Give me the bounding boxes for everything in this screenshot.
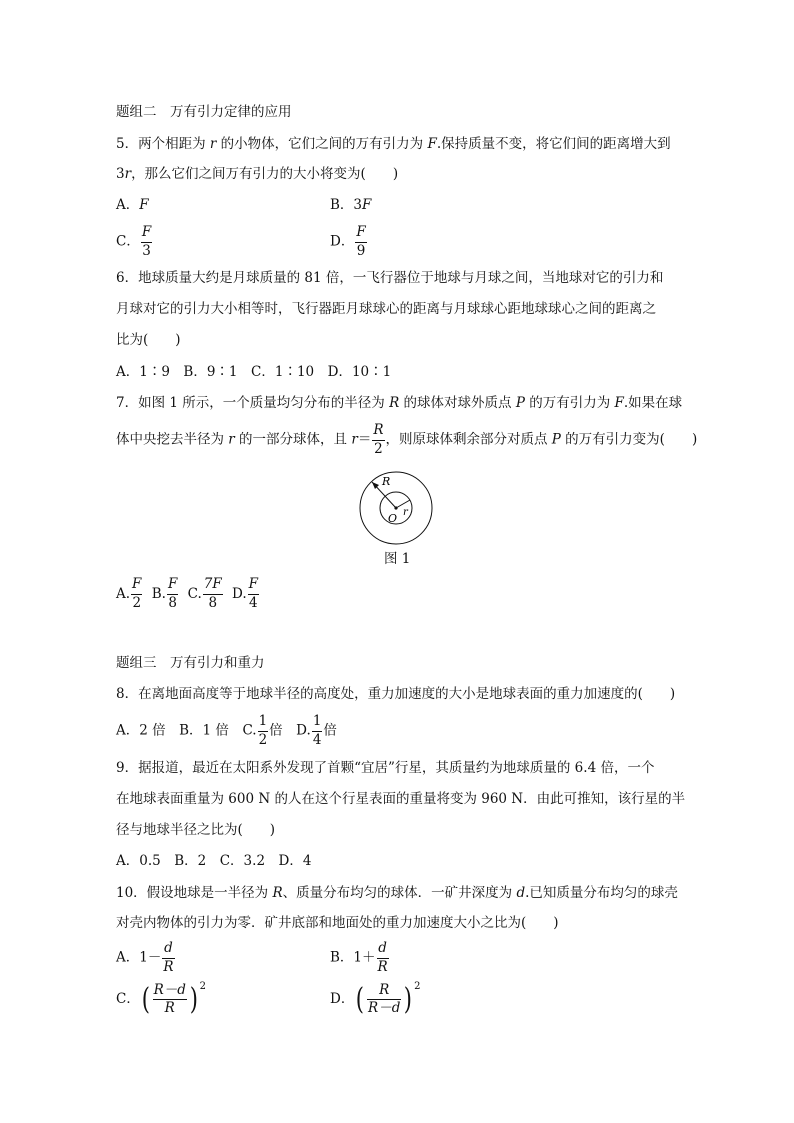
q7-option-a: A. $\frac{F}{2}$ — [116, 576, 142, 611]
q5-option-d: D． $\frac{F}{9}$ — [330, 224, 366, 259]
q9-line2: 在地球表面重量为 600 N 的人在这个行星表面的重量将变为 960 N．由此可推知，该行星的半 — [116, 791, 686, 807]
q10-option-a: A．1－ $\frac{d}{R}$ — [116, 940, 174, 975]
q5-option-a: A．F — [116, 197, 149, 213]
q10-option-d: D．( $\frac{R}{R-d}$ ) $^2$ — [330, 981, 421, 1017]
q7-option-d: D. $\frac{F}{4}$ — [232, 576, 259, 611]
q7-line2: 体中央挖去半径为 r 的一部分球体，且 r＝ $\frac{R}{2}$ ，则原球体剩余部分对质点 P 的万有引力变为( ) — [116, 422, 698, 457]
q10-line2: 对壳内物体的引力为零．矿井底部和地面处的重力加速度大小之比为( ) — [116, 915, 559, 931]
q9-options: A．0.5 B．2 C．3.2 D．4 — [116, 853, 312, 869]
q5-line2: 3r，那么它们之间万有引力的大小将变为( ) — [116, 166, 399, 182]
q9-line3: 径与地球半径之比为( ) — [116, 822, 276, 838]
q6-line1: 6．地球质量大约是月球质量的 81 倍，一飞行器位于地球与月球之间，当地球对它的引力和 — [116, 270, 664, 286]
group3-title: 题组三 万有引力和重力 — [116, 655, 265, 671]
q10-option-b: B．1＋ $\frac{d}{R}$ — [330, 940, 388, 975]
q8-options: A．2 倍 B．1 倍 C. $\frac{1}{2}$ 倍 D. $\frac{1}{4}$ 倍 — [116, 713, 337, 748]
q7-options — [116, 578, 260, 610]
q10-line1: 10．假设地球是一半径为 R、质量分布均匀的球体．一矿井深度为 d.已知质量分布均匀的球壳 — [116, 885, 678, 901]
group2-title: 题组二 万有引力定律的应用 — [116, 104, 292, 120]
label-r: r — [403, 507, 408, 518]
q6-line2: 月球对它的引力大小相等时，飞行器距月球球心的距离与月球球心距地球球心之间的距离之 — [116, 301, 656, 317]
label-O: O — [388, 512, 398, 525]
q5-option-b: B．3F — [330, 197, 372, 213]
q7-option-c: C. $\frac{7F}{8}$ — [187, 576, 222, 611]
q10-option-c: C．( $\frac{R-d}{R}$ ) $^2$ — [116, 981, 206, 1017]
figure-caption: 图 1 — [384, 551, 411, 567]
q8-line1: 8．在离地面高度等于地球半径的高度处，重力加速度的大小是地球表面的重力加速度的( ) — [116, 686, 676, 702]
q5-line1: 5．两个相距为 r 的小物体，它们之间的万有引力为 F.保持质量不变，将它们间的距离增大到 — [116, 136, 671, 152]
q7-option-b: B. $\frac{F}{8}$ — [151, 576, 178, 611]
q9-line1: 9．据报道，最近在太阳系外发现了首颗“宜居”行星，其质量约为地球质量的 6.4 倍，一个 — [116, 760, 655, 776]
q7-line1: 7．如图 1 所示，一个质量均匀分布的半径为 R 的球体对球外质点 P 的万有引力为 F.如果在球 — [116, 395, 683, 411]
q6-line3: 比为( ) — [116, 332, 181, 348]
q5-option-c: C． $\frac{F}{3}$ — [116, 224, 152, 259]
sphere-figure — [358, 470, 434, 546]
center-point — [394, 506, 397, 509]
label-R: R — [382, 475, 391, 488]
q6-options: A．1∶9 B．9∶1 C．1∶10 D．10∶1 — [116, 364, 392, 380]
